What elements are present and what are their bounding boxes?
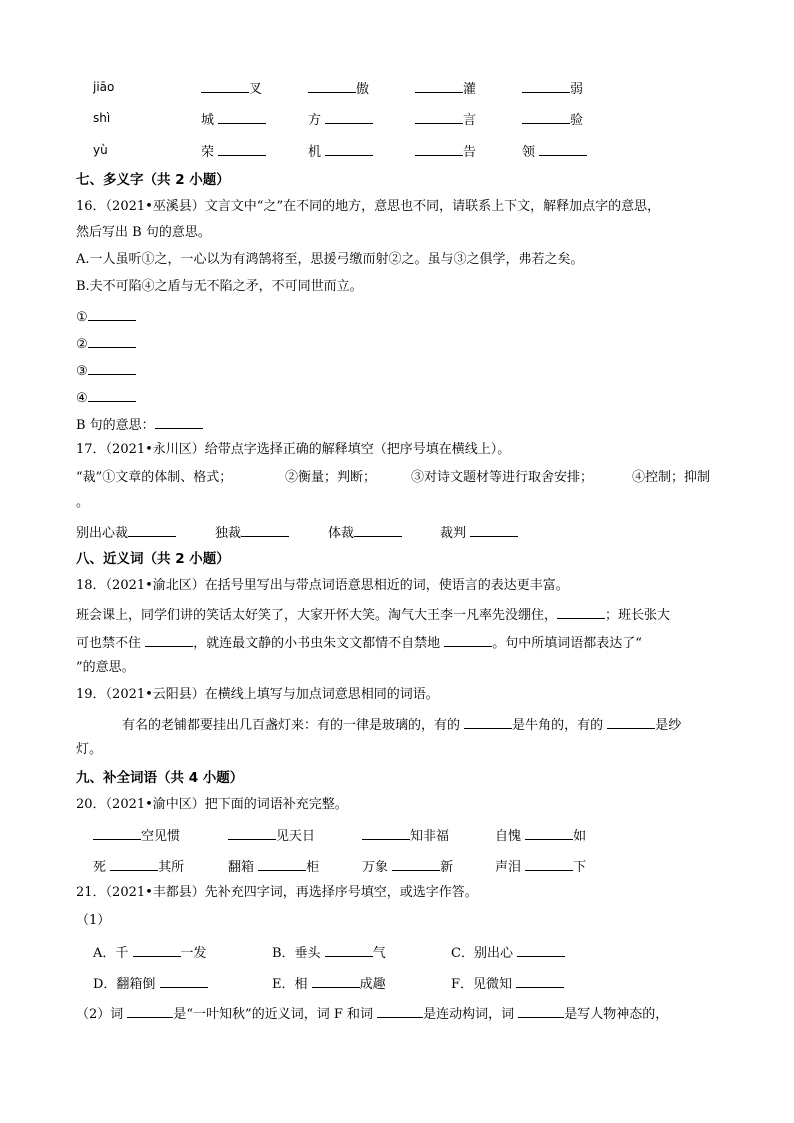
answer-blank[interactable] — [308, 78, 356, 93]
pinyin-item: 荣 — [201, 141, 266, 162]
paragraph-line: 可也禁不住 ，就连最文静的小书虫朱文文都情不自禁地 。句中所填词语都表达了“ — [76, 632, 642, 653]
question-16-text: 然后写出 B 句的意思。 — [76, 225, 211, 240]
choice-item: D．翻箱倒 — [93, 973, 208, 994]
idiom-item: 空见惯 — [93, 825, 180, 846]
answer-blank[interactable] — [522, 78, 570, 93]
sentence-a: A.一人虽听①之，一心以为有鸿鹄将至，思援弓缴而射②之。虽与③之俱学，弗若之矣。 — [76, 252, 584, 267]
answer-blank[interactable] — [557, 604, 605, 619]
answer-blank[interactable] — [325, 109, 373, 124]
pinyin-label: shì — [93, 111, 111, 125]
idiom-item: 见天日 — [228, 825, 315, 846]
pinyin-item: 言 — [415, 109, 476, 130]
section-title: 八、近义词（共 2 小题） — [76, 551, 230, 567]
answer-blank[interactable] — [88, 387, 136, 402]
pinyin-label: yù — [93, 143, 108, 157]
idiom-item: 自愧 如 — [495, 825, 586, 846]
answer-blank[interactable] — [517, 942, 565, 957]
question-19-text: 19．（2021•云阳县）在横线上填写与加点词意思相同的词语。 — [76, 687, 439, 702]
option: “裁”①文章的体制、格式； — [76, 470, 233, 485]
answer-blank[interactable] — [518, 1003, 564, 1018]
pinyin-item: 告 — [415, 141, 476, 162]
section-title: 九、补全词语（共 4 小题） — [76, 770, 244, 786]
answer-blank[interactable] — [325, 942, 373, 957]
answer-blank[interactable] — [464, 714, 512, 729]
answer-blank[interactable] — [354, 522, 402, 537]
fill-item: 别出心裁 — [76, 522, 176, 543]
pinyin-item: 叉 — [201, 78, 262, 99]
answer-blank[interactable] — [258, 856, 306, 871]
answer-blank[interactable] — [88, 360, 136, 375]
answer-line: ① — [76, 306, 136, 327]
question-16-text: 16．（2021•巫溪县）文言文中“之”在不同的地方，意思也不同，请联系上下文，解释加点字的意思， — [76, 199, 661, 214]
answer-blank[interactable] — [110, 856, 158, 871]
answer-line: ② — [76, 333, 136, 354]
pinyin-item: 弱 — [522, 78, 583, 99]
answer-blank[interactable] — [93, 825, 141, 840]
choice-item: C．别出心 — [451, 942, 565, 963]
answer-line: ③ — [76, 360, 136, 381]
idiom-item: 声泪 下 — [495, 856, 586, 877]
period: 。 — [76, 495, 90, 510]
answer-blank[interactable] — [539, 141, 587, 156]
pinyin-item: 灌 — [415, 78, 476, 99]
choice-item: A．千 一发 — [93, 942, 207, 963]
answer-blank[interactable] — [325, 141, 373, 156]
answer-line: ④ — [76, 387, 136, 408]
answer-blank[interactable] — [218, 141, 266, 156]
pinyin-item: 傲 — [308, 78, 369, 99]
answer-blank[interactable] — [218, 109, 266, 124]
answer-blank[interactable] — [415, 141, 463, 156]
question-20-text: 20．（2021•渝中区）把下面的词语补充完整。 — [76, 797, 348, 812]
paragraph-line: 灯。 — [76, 742, 103, 757]
answer-blank[interactable] — [522, 109, 570, 124]
idiom-item: 知非福 — [362, 825, 449, 846]
section-title: 七、多义字（共 2 小题） — [76, 172, 230, 188]
answer-blank[interactable] — [444, 632, 492, 647]
question-21-text: 21．（2021•丰都县）先补充四字词，再选择序号填空，或选字作答。 — [76, 885, 478, 900]
answer-blank[interactable] — [241, 522, 289, 537]
answer-blank[interactable] — [470, 522, 518, 537]
answer-blank[interactable] — [362, 825, 410, 840]
answer-blank[interactable] — [127, 1003, 173, 1018]
option: ②衡量；判断； — [285, 470, 377, 485]
paragraph-line: 班会课上，同学们讲的笑话太好笑了，大家开怀大笑。淘气大王李一凡率先没绷住， ；班长张大 — [76, 604, 670, 625]
answer-blank[interactable] — [525, 825, 573, 840]
pinyin-item: 城 — [201, 109, 266, 130]
answer-blank[interactable] — [516, 973, 564, 988]
sub-question-label: （1） — [76, 913, 111, 928]
answer-blank[interactable] — [415, 109, 463, 124]
pinyin-label: jiāo — [93, 80, 115, 94]
fill-item: 裁判 — [440, 522, 518, 543]
question-18-text: 18．（2021•渝北区）在括号里写出与带点词语意思相近的词，使语言的表达更丰富。 — [76, 578, 569, 593]
answer-blank[interactable] — [133, 942, 181, 957]
option: ③对诗文题材等进行取舍安排； — [411, 470, 594, 485]
answer-blank[interactable] — [607, 714, 655, 729]
pinyin-item: 验 — [522, 109, 583, 130]
pinyin-item: 机 — [308, 141, 373, 162]
paragraph-line: ”的意思。 — [76, 660, 135, 675]
answer-blank[interactable] — [145, 632, 193, 647]
answer-blank[interactable] — [155, 414, 203, 429]
sub-question-2: （2）词 是“一叶知秋”的近义词，词 F 和词 是连动构词，词 是写人物神态的， — [76, 1003, 668, 1024]
pinyin-item: 领 — [522, 141, 587, 162]
choice-item: B．垂头 气 — [272, 942, 386, 963]
answer-blank[interactable] — [415, 78, 463, 93]
answer-blank[interactable] — [228, 825, 276, 840]
answer-blank[interactable] — [88, 306, 136, 321]
choice-item: E．相 成趣 — [272, 973, 386, 994]
answer-blank[interactable] — [525, 856, 573, 871]
choice-item: F．见微知 — [451, 973, 564, 994]
fill-item: 独裁 — [215, 522, 289, 543]
fill-item: 体裁 — [328, 522, 402, 543]
answer-blank[interactable] — [88, 333, 136, 348]
answer-blank[interactable] — [377, 1003, 423, 1018]
paragraph-line: 有名的老铺都要挂出几百盏灯来：有的一律是玻璃的，有的 是牛角的，有的 是纱 — [122, 714, 681, 735]
option: ④控制；抑制 — [632, 470, 711, 485]
pinyin-item: 方 — [308, 109, 373, 130]
answer-blank[interactable] — [128, 522, 176, 537]
answer-line: B 句的意思： — [76, 414, 203, 435]
idiom-item: 万象 新 — [362, 856, 453, 877]
idiom-item: 翻箱 柜 — [228, 856, 319, 877]
sentence-b: B.夫不可陷④之盾与无不陷之矛，不可同世而立。 — [76, 279, 363, 294]
answer-blank[interactable] — [160, 973, 208, 988]
question-17-text: 17．（2021•永川区）给带点字选择正确的解释填空（把序号填在横线上）。 — [76, 442, 511, 457]
answer-blank[interactable] — [312, 973, 360, 988]
answer-blank[interactable] — [201, 78, 249, 93]
idiom-item: 死 其所 — [93, 856, 184, 877]
answer-blank[interactable] — [392, 856, 440, 871]
